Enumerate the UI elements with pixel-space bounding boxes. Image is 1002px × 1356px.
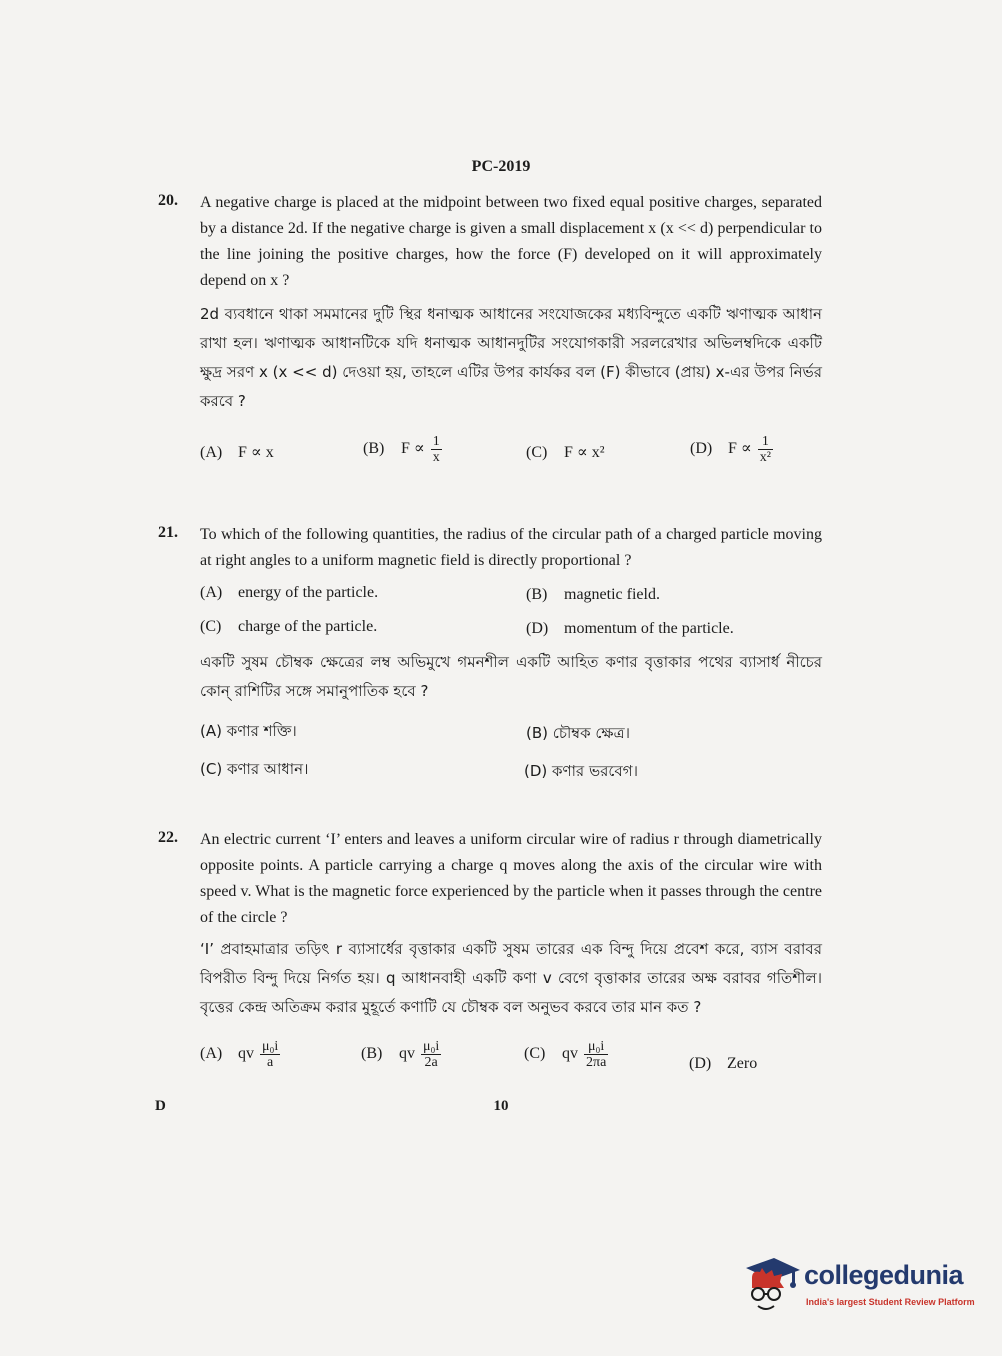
fraction — [758, 434, 773, 465]
option-d — [689, 1055, 757, 1073]
page-number: 10 — [493, 1098, 509, 1114]
fraction-denominator: x — [432, 450, 440, 465]
option-label: (A) — [200, 444, 223, 461]
option-b-bengali: (B) চৌম্বক ক্ষেত্র। — [526, 724, 630, 742]
brand-tagline: India's largest Student Review Platform — [806, 1297, 975, 1307]
fraction — [431, 434, 442, 465]
question-text-english: A negative charge is placed at the midpoint between two fixed equal positive charges, separated by a distance 2d. If the negative charge is given a small displacement x (x << d) perpendicular to the line joining the positive charges, how the force (F) developed on it will approximately depend on x ? — [200, 194, 822, 289]
fraction — [584, 1039, 608, 1070]
option-c — [200, 618, 377, 636]
question-number: 20. — [158, 192, 178, 209]
fraction-numerator: μ₀i — [262, 1039, 279, 1054]
question-text-english: An electric current ‘I’ enters and leaves a uniform circular wire of radius r through diametrically opposite points. A particle carrying a charge q moves along the axis of the circular wire with speed v. What is the magnetic force experienced by the particle when it passes through the centre of the circle ? — [200, 831, 822, 926]
option-label: (C) — [526, 444, 548, 461]
fraction-numerator: 1 — [432, 434, 440, 449]
fraction — [260, 1039, 280, 1070]
option-prefix: F ∝ — [728, 440, 752, 458]
fraction-denominator: a — [267, 1055, 274, 1070]
fraction-numerator: μ₀i — [423, 1039, 440, 1054]
question-number: 22. — [158, 829, 178, 846]
option-text: F ∝ x² — [564, 444, 605, 461]
option-c-bengali: (C) কণার আধান। — [200, 760, 309, 778]
option-b — [526, 586, 660, 604]
option-text: energy of the particle. — [238, 584, 379, 601]
paper-code: PC-2019 — [471, 158, 531, 175]
fraction-numerator: μ₀i — [584, 1039, 608, 1055]
question-text-english: To which of the following quantities, the radius of the circular path of a charged particle moving at right angles to a uniform magnetic field is directly proportional ? — [200, 526, 822, 569]
option-label: (C) — [524, 1045, 546, 1063]
option-a-bengali: (A) কণার শক্তি। — [200, 722, 297, 740]
option-prefix: qv — [238, 1045, 254, 1063]
option-c — [524, 1039, 608, 1070]
brand-logo — [740, 1250, 980, 1320]
question-number: 21. — [158, 524, 178, 541]
fraction-denominator: x² — [759, 450, 771, 465]
option-d-bengali: (D) কণার ভরবেগ। — [524, 762, 638, 780]
option-label: (A) — [200, 1045, 223, 1063]
option-a — [200, 1039, 280, 1070]
option-label: (D) — [690, 440, 713, 458]
option-text: F ∝ x — [238, 444, 274, 461]
option-a — [200, 442, 274, 462]
question-text-bengali: ‘I’ প্রবাহমাত্রার তড়িৎ r ব্যাসার্ধের বৃত্তাকার একটি সুষম তারের এক বিন্দু দিয়ে প্রবেশ করে, ব্যাস বরাবর বিপরীত বিন্দু দিয়ে নির্গত হয়। q আধানবাহী একটি কণা v বেগে বৃত্তাকার তারের অক্ষ বরাবর গতিশীল। বৃত্তের কেন্দ্র অতিক্রম করার মুহূর্তে কণাটি যে চৌম্বক বল অনুভব করবে তার মান কত ? — [200, 940, 822, 1016]
option-prefix: F ∝ — [401, 440, 425, 458]
option-c — [526, 442, 605, 462]
mascot-icon — [740, 1254, 802, 1316]
option-label: (B) — [526, 586, 548, 603]
option-prefix: qv — [399, 1045, 415, 1063]
option-text: magnetic field. — [564, 586, 660, 603]
option-prefix: qv — [562, 1045, 578, 1063]
option-label: (D) — [526, 620, 549, 637]
fraction-denominator: 2πa — [586, 1055, 607, 1070]
option-label: (A) — [200, 584, 223, 601]
option-d — [526, 620, 734, 638]
fraction-numerator: 1 — [758, 434, 773, 450]
option-text: charge of the particle. — [238, 618, 378, 635]
option-text: Zero — [727, 1055, 758, 1072]
brand-name: collegedunia — [804, 1260, 964, 1290]
question-text-bengali: 2d ব্যবধানে থাকা সমমানের দুটি স্থির ধনাত্মক আধানের সংযোজকের মধ্যবিন্দুতে একটি ঋণাত্মক আধান রাখা হল। ঋণাত্মক আধানটিকে যদি ধনাত্মক আধানদুটির সংযোগকারী সরলরেখার অভিলম্বদিকে একটি ক্ষুদ্র সরণ x (x << d) দেওয়া হয়, তাহলে এটির উপর কার্যকর বল (F) কীভাবে (প্রায়) x-এর উপর নির্ভর করবে ? — [200, 305, 822, 410]
option-label: (D) — [689, 1055, 712, 1072]
fraction — [421, 1039, 441, 1070]
option-b — [361, 1039, 441, 1070]
fraction-denominator: 2a — [424, 1055, 438, 1070]
option-label: (B) — [361, 1045, 383, 1063]
option-label: (B) — [363, 440, 385, 458]
option-a — [200, 584, 378, 602]
option-label: (C) — [200, 618, 222, 635]
question-text-bengali: একটি সুষম চৌম্বক ক্ষেত্রের লম্ব অভিমুখে গমনশীল একটি আহিত কণার বৃত্তাকার পথের ব্যাসার্ধ নীচের কোন্ রাশিটির সঙ্গে সমানুপাতিক হবে ? — [200, 653, 822, 700]
option-text: momentum of the particle. — [564, 620, 734, 637]
option-b — [363, 434, 442, 465]
option-d — [690, 434, 773, 465]
set-code: D — [155, 1098, 166, 1114]
